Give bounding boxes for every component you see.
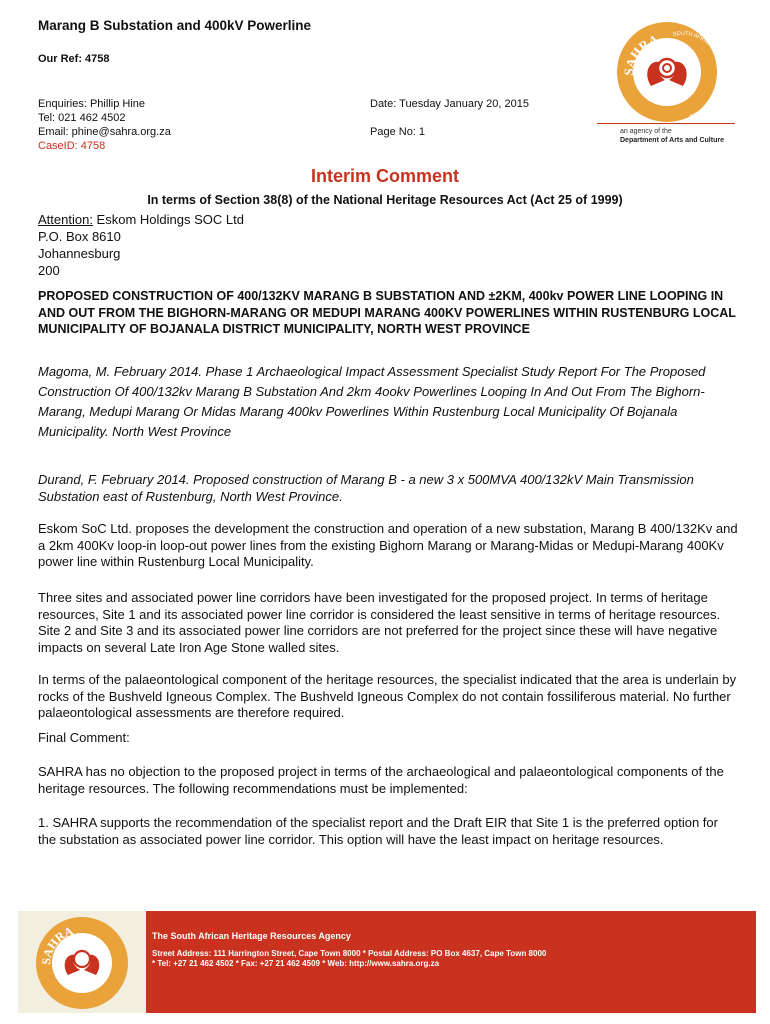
final-comment-label: Final Comment:: [38, 730, 130, 745]
reference-1: Magoma, M. February 2014. Phase 1 Archaeological Impact Assessment Specialist Study Report For The Proposed Construction Of 400/132kv Marang B Substation And 2km 4ookv Powerlines Looping In And Out From The Bighorn-Marang, Medupi Marang Or Midas Marang 400kv Powerlines Within Rustenburg Local Municipality Of Bojanala Municipality. North West Province: [38, 364, 706, 439]
address-line-1: P.O. Box 8610: [38, 229, 121, 244]
enquiries-block: [38, 97, 171, 153]
section-subheading: In terms of Section 38(8) of the National Heritage Resources Act (Act 25 of 1999): [147, 193, 623, 207]
logo-ring-text: SOUTH AFRICAN HERITAGE RESOURCES AGEN: [672, 30, 727, 119]
agency-caption: [620, 127, 724, 145]
our-ref: Our Ref: 4758: [38, 53, 110, 65]
address-line-2: Johannesburg: [38, 246, 121, 261]
agency-divider: [597, 123, 735, 124]
enquiries: Enquiries: Phillip Hine: [38, 98, 145, 110]
footer-sahra-logo: [18, 911, 146, 1013]
footer-logo-panel: [18, 911, 146, 1013]
agency-of-text: an agency of the: [620, 128, 672, 135]
footer-street-address: Street Address: 111 Harrington Street, Cape Town 8000 * Postal Address: PO Box 4637, Cape Town 8000: [152, 949, 547, 958]
letter-date: Date: Tuesday January 20, 2015: [370, 98, 529, 110]
footer-logo-letters: SAHRA: [38, 923, 75, 966]
sahra-logo: [603, 14, 731, 126]
department-name: Department of Arts and Culture: [620, 137, 724, 144]
project-title: PROPOSED CONSTRUCTION OF 400/132KV MARANG B SUBSTATION AND ±2KM, 400kv POWER LINE LOOPING IN AND OUT FROM THE BIGHORN-MARANG OR MEDUPI MARANG 400KV POWERLINES WITHIN RUSTENBURG LOCAL MUNICIPALITY OF BOJANALA DISTRICT MUNICIPALITY, NORTH WEST PROVINCE: [38, 289, 736, 336]
paragraph-3: In terms of the palaeontological component of the heritage resources, the specialist indicated that the area is underlain by rocks of the Bushveld Igneous Complex. The Bushveld Igneous Complex do not contain fossiliferous material. No further palaeontological assessments are therefore required.: [38, 672, 737, 720]
case-id: CaseID: 4758: [38, 140, 106, 152]
paragraph-1: Eskom SoC Ltd. proposes the development the construction and operation of a new substation, Marang B 400/132Kv and a 2km 400Kv loop-in loop-out power lines from the existing Bighorn Marang or Marang-Midas or Medupi-Marang 400Kv power line within Rustenburg Local Municipality.: [38, 521, 738, 569]
paragraph-5: 1. SAHRA supports the recommendation of the specialist report and the Draft EIR that Site 1 is the preferred option for the substation as associated power line corridor. This option will have the least impact on heritage resources.: [38, 815, 718, 847]
attention-label: Attention:: [38, 212, 93, 227]
logo-letters: SAHRA: [620, 31, 661, 77]
recipient-address: [38, 211, 244, 279]
attention-line: [38, 211, 244, 228]
footer-agency-name: The South African Heritage Resources Agency: [152, 931, 351, 941]
footer-contact-line: * Tel: +27 21 462 4502 * Fax: +27 21 462 4509 * Web: http://www.sahra.org.za: [152, 959, 440, 968]
attention-value: Eskom Holdings SOC Ltd: [92, 212, 244, 227]
page-number: Page No: 1: [370, 126, 426, 138]
address-line-3: 200: [38, 263, 60, 278]
footer-contact: [152, 931, 546, 969]
document-title: Marang B Substation and 400kV Powerline: [38, 18, 312, 33]
paragraph-4: SAHRA has no objection to the proposed project in terms of the archaeological and palaeontological components of the heritage resources. The following recommendations must be implemented:: [38, 764, 724, 796]
reference-2: Durand, F. February 2014. Proposed construction of Marang B - a new 3 x 500MVA 400/132kV Main Transmission Substation east of Rustenburg, North West Province.: [38, 472, 694, 504]
email: Email: phine@sahra.org.za: [38, 126, 171, 138]
interim-comment-heading: Interim Comment: [310, 166, 460, 186]
paragraph-2: Three sites and associated power line corridors have been investigated for the proposed project. In terms of heritage resources, Site 1 and its associated power line corridor is considered the least sensitive in terms of heritage resources. Site 2 and Site 3 and its associated power line corridors are not preferred for the project since these will have negative impacts on several Late Iron Age Stone walled sites.: [38, 590, 721, 655]
telephone: Tel: 021 462 4502: [38, 112, 126, 124]
